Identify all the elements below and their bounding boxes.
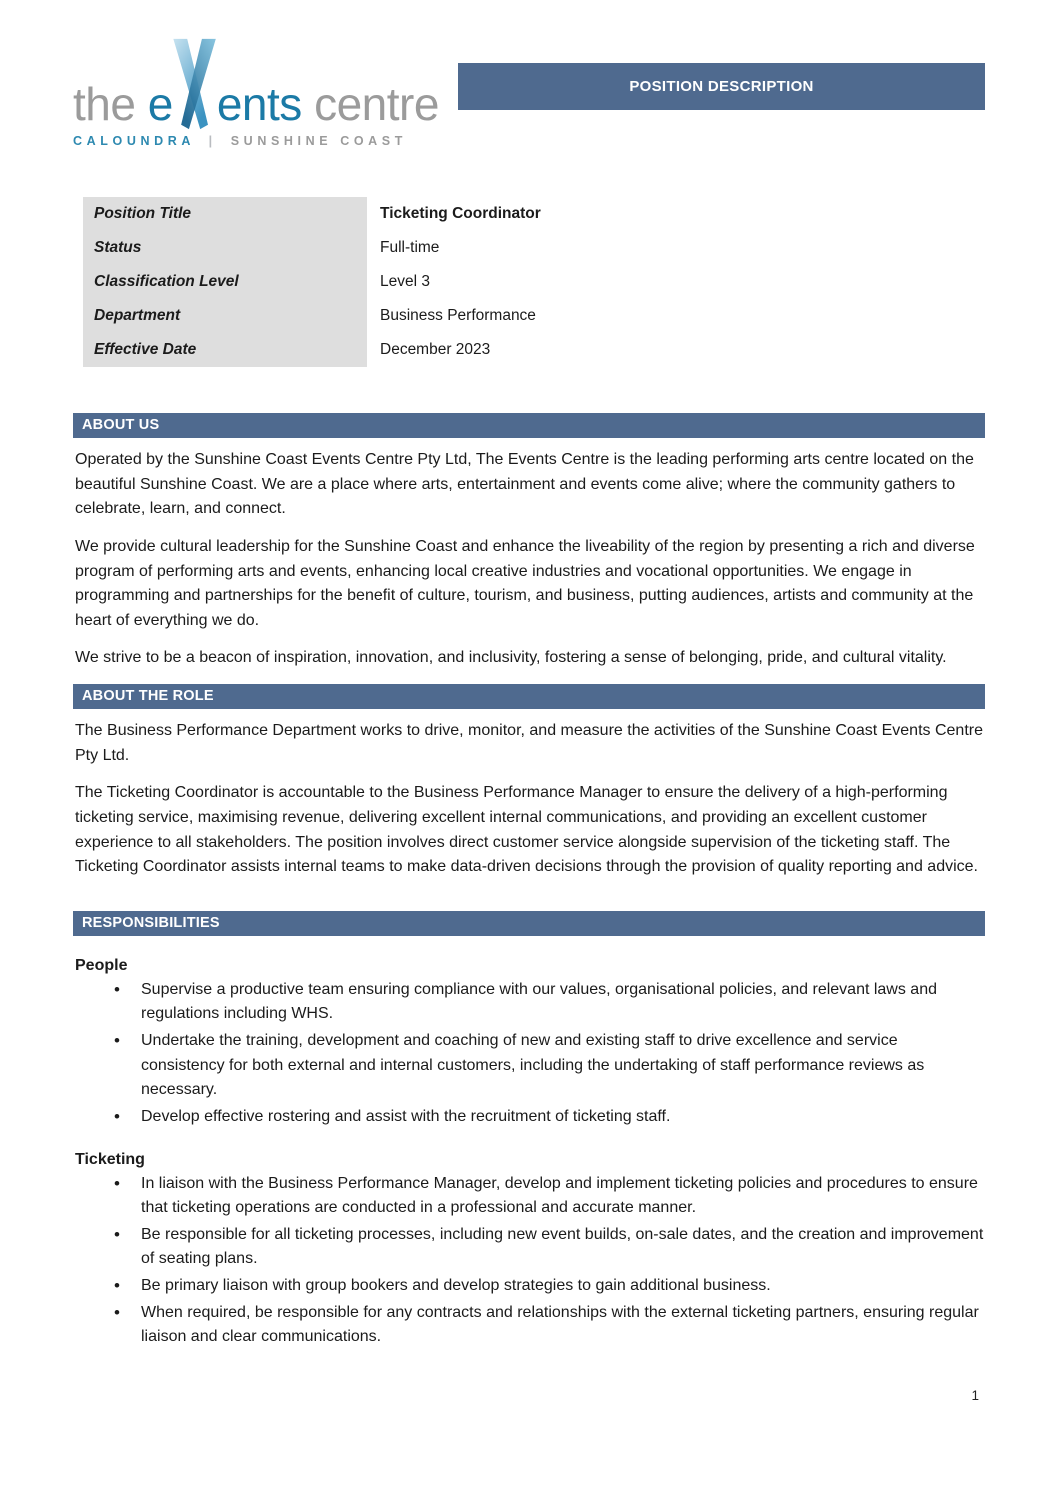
tagline-separator: | [208,134,217,148]
logo-word-the: the [73,77,136,130]
bullet-item: • Undertake the training, development and coaching of new and existing staff to drive excellence and service consistency for both external and internal customers, including the undertaking of staff performance reviews as necessary. [112,1029,985,1103]
table-value-classification-level: Level 3 [380,273,430,290]
logo-word-ents: ents [216,77,302,130]
section-heading-about-us: ABOUT US [73,413,985,438]
bullet-item: • Develop effective rostering and assist with the recruitment of ticketing staff. [112,1105,985,1130]
table-label-status: Status [83,231,367,265]
group-title-people: People [75,956,128,974]
about-role-paragraph: The Ticketing Coordinator is accountable to the Business Performance Manager to ensure the delivery of a high-performing ticketing service, maximising revenue, delivering excellent internal communications, and providing an excellent customer experience to all stakeholders. The position involves direct customer service alongside supervision of the ticketing staff. The Ticketing Coordinator assists internal teams to make data-driven decisions through the provision of quality reporting and advice. [75,784,978,876]
group-title-ticketing: Ticketing [75,1150,145,1168]
logo-tagline [73,134,439,148]
position-description-banner: POSITION DESCRIPTION [458,63,985,110]
people-bullet-list [73,978,985,1130]
table-value-department: Business Performance [380,307,536,324]
position-info-table [83,197,981,367]
tagline-sunshine-coast: SUNSHINE COAST [230,134,407,148]
about-role-paragraph: The Business Performance Department works to drive, monitor, and measure the activities of the Sunshine Coast Events Centre Pty Ltd. [75,722,983,764]
bullet-item: • When required, be responsible for any contracts and relationships with the external ticketing partners, ensuring regular liaison and clear communications. [112,1301,985,1350]
about-us-paragraph: We strive to be a beacon of inspiration, innovation, and inclusivity, fostering a sense of belonging, pride, and cultural vitality. [75,649,947,667]
spotlight-beams-icon [169,36,221,132]
page-header [73,36,985,148]
bullet-item: • Be primary liaison with group bookers and develop strategies to gain additional business. [112,1274,985,1299]
events-centre-logo [73,36,439,148]
bullet-item: • Be responsible for all ticketing processes, including new event builds, on-sale dates, and the creation and improvement of seating plans. [112,1223,985,1272]
section-heading-responsibilities: RESPONSIBILITIES [73,911,985,936]
table-value-effective-date: December 2023 [380,341,491,358]
logo-wordmark [73,36,439,130]
logo-space [135,84,147,125]
logo-space [302,84,314,125]
table-label-classification-level: Classification Level [83,265,367,299]
about-us-paragraph: Operated by the Sunshine Coast Events Centre Pty Ltd, The Events Centre is the leading performing arts centre located on the beautiful Sunshine Coast. We are a place where arts, entertainment and events come alive; where the community gathers to celebrate, learn, and connect. [75,451,974,518]
logo-word-e: e [147,77,173,130]
tagline-caloundra: CALOUNDRA [73,134,195,148]
table-label-department: Department [83,299,367,333]
bullet-item: • In liaison with the Business Performance Manager, develop and implement ticketing policies and procedures to ensure that ticketing operations are conducted in a professional and accurate manner. [112,1172,985,1221]
table-value-status: Full-time [380,239,440,256]
logo-word-centre: centre [314,77,439,130]
table-label-position-title: Position Title [83,197,367,231]
section-heading-about-the-role: ABOUT THE ROLE [73,684,985,709]
bullet-item: • Supervise a productive team ensuring compliance with our values, organisational policies, and relevant laws and regulations including WHS. [112,978,985,1027]
ticketing-bullet-list [73,1172,985,1350]
table-value-position-title: Ticketing Coordinator [380,205,541,222]
about-us-paragraph: We provide cultural leadership for the Sunshine Coast and enhance the liveability of the region by presenting a rich and diverse program of performing arts and events, enhancing local creative industries and vocational opportunities. We engage in programming and partnerships for the benefit of culture, tourism, and business, putting audiences, artists and community at the heart of everything we do. [75,537,975,629]
table-label-effective-date: Effective Date [83,333,367,367]
page-number: 1 [971,1388,979,1403]
